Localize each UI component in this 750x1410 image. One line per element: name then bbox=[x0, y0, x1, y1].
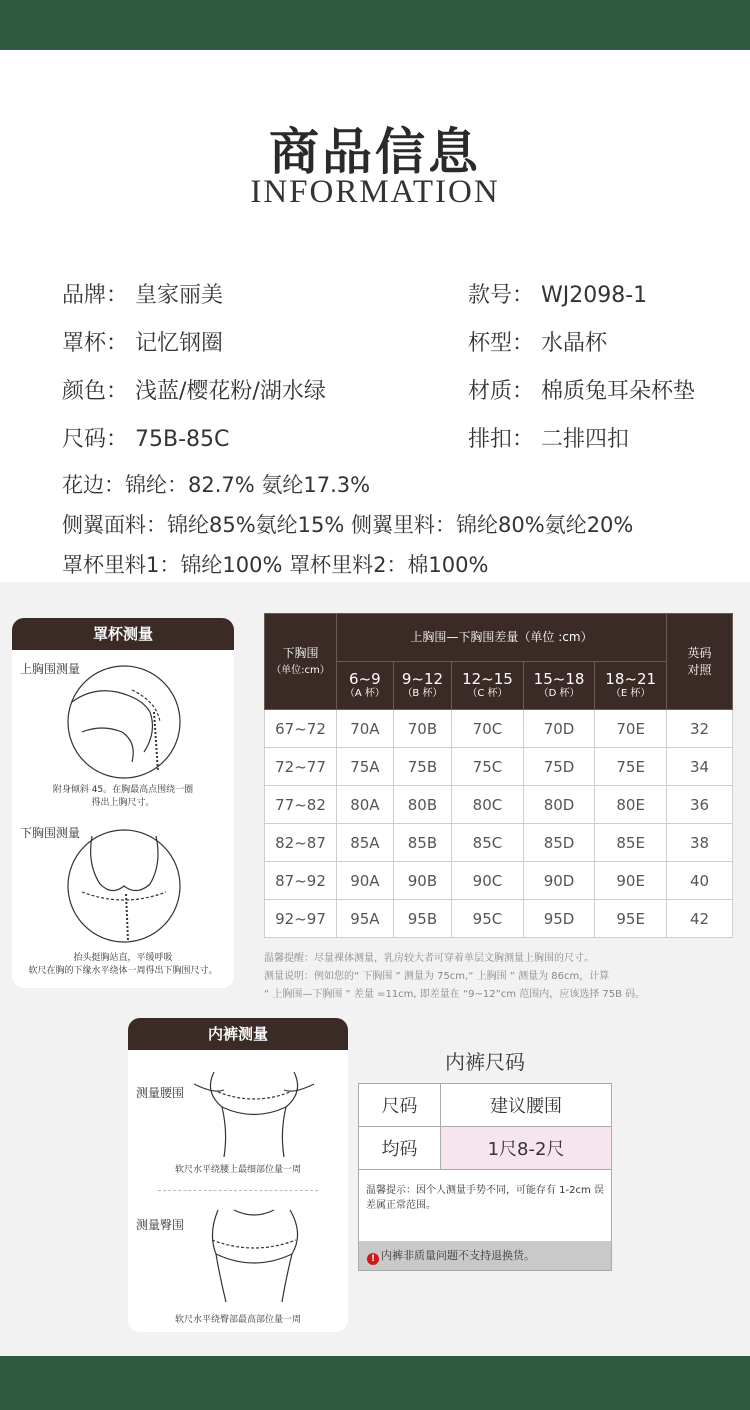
header-range-value: 18~21 bbox=[605, 670, 657, 688]
table-cell: 90A bbox=[337, 862, 394, 900]
table-cell: 85D bbox=[523, 824, 595, 862]
page-subtitle: INFORMATION bbox=[250, 174, 500, 210]
page-title: 商品信息 bbox=[269, 122, 481, 181]
table-cell: 75E bbox=[595, 748, 667, 786]
panty-size-table bbox=[358, 1083, 612, 1170]
panty-waist-value: 1尺8-2尺 bbox=[441, 1127, 612, 1170]
waist-illustration bbox=[194, 1062, 314, 1162]
info-cup-type: 杯型： 水晶杯 bbox=[468, 331, 607, 356]
measure-tips bbox=[264, 950, 645, 1004]
header-uk-label: 英码 bbox=[687, 645, 712, 660]
hip-label: 测量臀围 bbox=[136, 1218, 185, 1232]
header-cup-label: （D 杯） bbox=[538, 688, 580, 699]
hip-illustration bbox=[194, 1204, 314, 1304]
info-buckle: 排扣： 二排四扣 bbox=[468, 427, 629, 452]
upper-bust-note-2: 得出上胸尺寸。 bbox=[91, 798, 155, 808]
table-cell: 90D bbox=[523, 862, 595, 900]
info-material: 材质： 棉质兔耳朵杯垫 bbox=[468, 379, 695, 404]
header-uk-sub: 对照 bbox=[687, 662, 712, 677]
cup-measure-title: 罩杯测量 bbox=[12, 618, 234, 650]
table-cell: 85C bbox=[452, 824, 524, 862]
header-range bbox=[595, 662, 667, 710]
info-lace: 花边：锦纶：82.7% 氨纶17.3% bbox=[62, 473, 371, 497]
tip-line-2: 测量说明：例如您的“ 下胸围 ” 测量为 75cm,“ 上胸围 ” 测量为 86cm，计算 bbox=[264, 971, 610, 982]
panty-warning-text: 内裤非质量问题不支持退换货。 bbox=[381, 1249, 535, 1262]
panty-size-value: 均码 bbox=[359, 1127, 441, 1170]
header-range bbox=[337, 662, 394, 710]
waist-note: 软尺水平绕腰上最细部位量一周 bbox=[174, 1165, 301, 1175]
upper-bust-note-1: 附身倾斜 45。在胸最高点围绕一圈 bbox=[52, 785, 194, 795]
info-color: 颜色： 浅蓝/樱花粉/湖水绿 bbox=[62, 379, 326, 404]
header-cup-label: （B 杯） bbox=[402, 688, 443, 699]
table-row bbox=[265, 900, 733, 938]
table-cell: 80D bbox=[523, 786, 595, 824]
info-cup: 罩杯： 记忆钢圈 bbox=[62, 331, 223, 356]
panty-size-title: 内裤尺码 bbox=[445, 1050, 525, 1074]
table-cell: 72~77 bbox=[265, 748, 337, 786]
table-cell: 77~82 bbox=[265, 786, 337, 824]
table-row bbox=[265, 862, 733, 900]
header-diff: 上胸围—下胸围差量（单位 :cm） bbox=[337, 614, 667, 662]
panty-measure-panel bbox=[128, 1018, 348, 1332]
tip-line-3: “ 上胸围—下胸围 ” 差量 =11cm, 即差量在 “9~12”cm 范围内，应该选择 75B 码。 bbox=[264, 989, 646, 1000]
table-cell: 75A bbox=[337, 748, 394, 786]
table-cell: 70A bbox=[337, 710, 394, 748]
table-cell: 95C bbox=[452, 900, 524, 938]
table-cell: 34 bbox=[667, 748, 733, 786]
table-cell: 80A bbox=[337, 786, 394, 824]
header-uk bbox=[667, 614, 733, 710]
header-range-value: 6~9 bbox=[349, 670, 381, 688]
header-cup-label: （C 杯） bbox=[467, 688, 508, 699]
upper-bust-label: 上胸围测量 bbox=[20, 662, 81, 676]
table-cell: 70C bbox=[452, 710, 524, 748]
table-cell: 90E bbox=[595, 862, 667, 900]
cup-measure-panel bbox=[12, 618, 234, 988]
table-cell: 80C bbox=[452, 786, 524, 824]
under-bust-label: 下胸围测量 bbox=[20, 826, 81, 840]
table-cell: 82~87 bbox=[265, 824, 337, 862]
waist-label: 测量腰围 bbox=[136, 1086, 185, 1100]
header-range-value: 12~15 bbox=[462, 670, 513, 688]
table-cell: 85A bbox=[337, 824, 394, 862]
table-cell: 32 bbox=[667, 710, 733, 748]
table-cell: 70D bbox=[523, 710, 595, 748]
info-cup-lining: 罩杯里料1：锦纶100% 罩杯里料2：棉100% bbox=[62, 553, 489, 577]
top-green-band bbox=[0, 0, 750, 50]
table-cell: 70B bbox=[393, 710, 451, 748]
under-bust-note-1: 抬头挺胸站直，平缓呼吸 bbox=[73, 953, 173, 963]
panty-measure-title: 内裤测量 bbox=[128, 1018, 348, 1050]
table-cell: 42 bbox=[667, 900, 733, 938]
table-cell: 85B bbox=[393, 824, 451, 862]
header-range bbox=[523, 662, 595, 710]
under-bust-note-2: 软尺在胸的下缘水平绕体一周得出下胸围尺寸。 bbox=[28, 966, 218, 976]
header-cup-label: （A 杯） bbox=[344, 688, 385, 699]
table-cell: 38 bbox=[667, 824, 733, 862]
panty-head-waist: 建议腰围 bbox=[441, 1084, 612, 1127]
panty-head-size: 尺码 bbox=[359, 1084, 441, 1127]
bra-size-table bbox=[264, 613, 733, 938]
header-cup-label: （E 杯） bbox=[610, 688, 651, 699]
table-cell: 90C bbox=[452, 862, 524, 900]
under-bust-illustration bbox=[62, 824, 184, 944]
panel-divider bbox=[158, 1190, 318, 1191]
bottom-green-band bbox=[0, 1356, 750, 1410]
table-row bbox=[265, 786, 733, 824]
table-cell: 95D bbox=[523, 900, 595, 938]
table-cell: 36 bbox=[667, 786, 733, 824]
header-range bbox=[452, 662, 524, 710]
hip-note: 软尺水平绕臀部最高部位量一周 bbox=[174, 1315, 301, 1325]
table-cell: 75D bbox=[523, 748, 595, 786]
panty-tip: 温馨提示：因个人测量手势不同，可能存有 1-2cm 误差属正常范围。 bbox=[366, 1185, 604, 1211]
tip-line-1: 温馨提醒：尽量裸体测量，乳房较大者可穿着单层文胸测量上胸围的尺寸。 bbox=[264, 953, 594, 964]
table-row bbox=[265, 710, 733, 748]
table-cell: 70E bbox=[595, 710, 667, 748]
info-model: 款号： WJ2098-1 bbox=[468, 283, 648, 308]
info-size: 尺码： 75B-85C bbox=[62, 427, 230, 452]
table-row bbox=[265, 824, 733, 862]
table-cell: 80E bbox=[595, 786, 667, 824]
table-cell: 95E bbox=[595, 900, 667, 938]
info-side-fabric: 侧翼面料：锦纶85%氨纶15% 侧翼里料：锦纶80%氨纶20% bbox=[62, 513, 634, 537]
table-cell: 85E bbox=[595, 824, 667, 862]
header-range bbox=[393, 662, 451, 710]
table-cell: 75B bbox=[393, 748, 451, 786]
table-cell: 80B bbox=[393, 786, 451, 824]
table-row bbox=[265, 748, 733, 786]
header-range-value: 9~12 bbox=[401, 670, 444, 688]
table-cell: 75C bbox=[452, 748, 524, 786]
panty-warning bbox=[359, 1241, 611, 1270]
table-cell: 90B bbox=[393, 862, 451, 900]
header-under-bust-label: 下胸围 bbox=[282, 645, 319, 660]
warning-icon: ! bbox=[367, 1253, 379, 1265]
table-cell: 67~72 bbox=[265, 710, 337, 748]
table-cell: 95A bbox=[337, 900, 394, 938]
table-cell: 95B bbox=[393, 900, 451, 938]
header-under-bust-unit: （单位:cm） bbox=[271, 664, 330, 676]
header-under-bust bbox=[265, 614, 337, 710]
table-cell: 92~97 bbox=[265, 900, 337, 938]
info-brand: 品牌： 皇家丽美 bbox=[62, 283, 223, 308]
header-range-value: 15~18 bbox=[533, 670, 585, 688]
table-cell: 40 bbox=[667, 862, 733, 900]
table-cell: 87~92 bbox=[265, 862, 337, 900]
upper-bust-illustration bbox=[62, 662, 184, 780]
